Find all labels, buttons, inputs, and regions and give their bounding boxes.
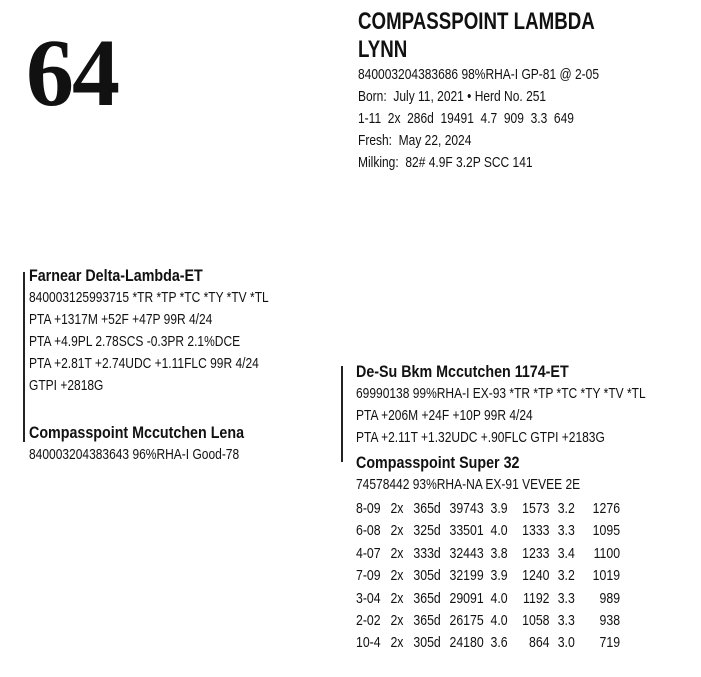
record-age: 10-4 <box>356 634 381 652</box>
sire-line: PTA +1317M +52F +47P 99R 4/24 <box>29 311 213 328</box>
record-pro-pct: 3.3 <box>557 589 575 607</box>
record-age: 2-02 <box>356 611 381 629</box>
cow-record: 1-11 2x 286d 19491 4.7 909 3.3 649 <box>358 110 574 127</box>
maternal-sire-line: PTA +2.11T +1.32UDC +.90FLC GTPI +2183G <box>356 429 605 446</box>
record-age: 4-07 <box>356 544 381 562</box>
record-age: 6-08 <box>356 522 381 540</box>
cow-milking: Milking: 82# 4.9F 3.2P SCC 141 <box>358 154 533 171</box>
record-pro-pct: 3.3 <box>557 611 575 629</box>
record-pro-pct: 3.4 <box>557 544 575 562</box>
production-record-row <box>356 588 620 610</box>
sire-line: GTPI +2818G <box>29 377 104 394</box>
record-milkings: 2x <box>390 589 404 607</box>
record-milkings: 2x <box>390 634 404 652</box>
production-records <box>356 498 678 655</box>
maternal-sire-info <box>356 361 701 449</box>
pedigree-bracket-sire <box>23 272 25 442</box>
record-milk: 33501 <box>449 522 484 540</box>
record-pro-pct: 3.3 <box>557 522 575 540</box>
record-age: 3-04 <box>356 589 381 607</box>
record-fat-pct: 3.9 <box>490 567 508 585</box>
dam-name: Compasspoint Mccutchen Lena <box>29 423 245 442</box>
record-milk: 39743 <box>449 500 484 517</box>
record-pro-pct: 3.0 <box>557 634 575 652</box>
record-pro: 1100 <box>593 544 621 562</box>
record-days: 333d <box>413 544 441 562</box>
lot-number: 64 <box>26 19 118 126</box>
record-milk: 29091 <box>449 589 484 607</box>
record-milkings: 2x <box>390 544 404 562</box>
record-fat: 1058 <box>522 611 550 629</box>
record-milkings: 2x <box>390 500 404 517</box>
sire-line: PTA +4.9PL 2.78SCS -0.3PR 2.1%DCE <box>29 333 241 350</box>
record-days: 365d <box>413 500 441 517</box>
cow-info <box>358 8 701 174</box>
record-fat-pct: 3.8 <box>490 544 508 562</box>
record-age: 8-09 <box>356 500 381 517</box>
production-record-row <box>356 498 620 520</box>
record-pro: 989 <box>599 589 621 607</box>
production-record-row <box>356 543 620 565</box>
record-age: 7-09 <box>356 567 381 585</box>
record-milk: 32199 <box>449 567 484 585</box>
production-record-row <box>356 520 620 542</box>
record-milkings: 2x <box>390 567 404 585</box>
record-milk: 24180 <box>449 634 484 652</box>
record-pro-pct: 3.2 <box>557 567 575 585</box>
record-days: 305d <box>413 567 441 585</box>
record-pro: 1019 <box>592 567 621 585</box>
pedigree-bracket-dam <box>341 366 343 462</box>
record-fat: 1192 <box>523 589 550 607</box>
record-days: 365d <box>413 611 441 629</box>
cow-birth-info: Born: July 11, 2021 • Herd No. 251 <box>358 88 547 105</box>
record-days: 325d <box>413 522 441 540</box>
sire-info <box>29 265 329 397</box>
record-milk: 32443 <box>449 544 484 562</box>
sire-name: Farnear Delta-Lambda-ET <box>29 266 203 285</box>
production-record-row <box>356 565 620 587</box>
record-pro: 938 <box>599 611 621 629</box>
production-record-row <box>356 610 620 632</box>
maternal-dam-info <box>356 452 678 655</box>
maternal-sire-name: De-Su Bkm Mccutchen 1174-ET <box>356 362 569 381</box>
record-milkings: 2x <box>390 522 404 540</box>
maternal-sire-line: 69990138 99%RHA-I EX-93 *TR *TP *TC *TY *TV *TL <box>356 385 646 402</box>
record-milk: 26175 <box>449 611 484 629</box>
dam-info <box>29 422 292 466</box>
record-fat: 1573 <box>522 500 550 517</box>
record-fat-pct: 3.6 <box>490 634 508 652</box>
maternal-dam-name: Compasspoint Super 32 <box>356 453 520 472</box>
maternal-sire-line: PTA +206M +24F +10P 99R 4/24 <box>356 407 533 424</box>
record-fat-pct: 4.0 <box>490 611 508 629</box>
production-record-row <box>356 632 620 654</box>
record-days: 305d <box>413 634 441 652</box>
record-fat: 1333 <box>522 522 550 540</box>
dam-line: 840003204383643 96%RHA-I Good-78 <box>29 446 240 463</box>
record-days: 365d <box>413 589 441 607</box>
record-pro-pct: 3.2 <box>557 500 575 517</box>
record-fat-pct: 4.0 <box>490 522 508 540</box>
cow-fresh-date: Fresh: May 22, 2024 <box>358 132 472 149</box>
record-fat: 1233 <box>522 544 550 562</box>
record-pro: 719 <box>599 634 621 652</box>
cow-registration: 840003204383686 98%RHA-I GP-81 @ 2-05 <box>358 66 600 83</box>
maternal-dam-line: 74578442 93%RHA-NA EX-91 VEVEE 2E <box>356 476 581 493</box>
record-milkings: 2x <box>390 611 404 629</box>
record-pro: 1095 <box>592 522 621 540</box>
record-fat-pct: 4.0 <box>490 589 508 607</box>
sire-line: 840003125993715 *TR *TP *TC *TY *TV *TL <box>29 289 269 306</box>
cow-name: COMPASSPOINT LAMBDA LYNN <box>358 8 595 63</box>
record-fat-pct: 3.9 <box>490 500 508 517</box>
record-fat: 864 <box>528 634 550 652</box>
sire-line: PTA +2.81T +2.74UDC +1.11FLC 99R 4/24 <box>29 355 259 372</box>
record-fat: 1240 <box>522 567 550 585</box>
record-pro: 1276 <box>592 500 621 517</box>
